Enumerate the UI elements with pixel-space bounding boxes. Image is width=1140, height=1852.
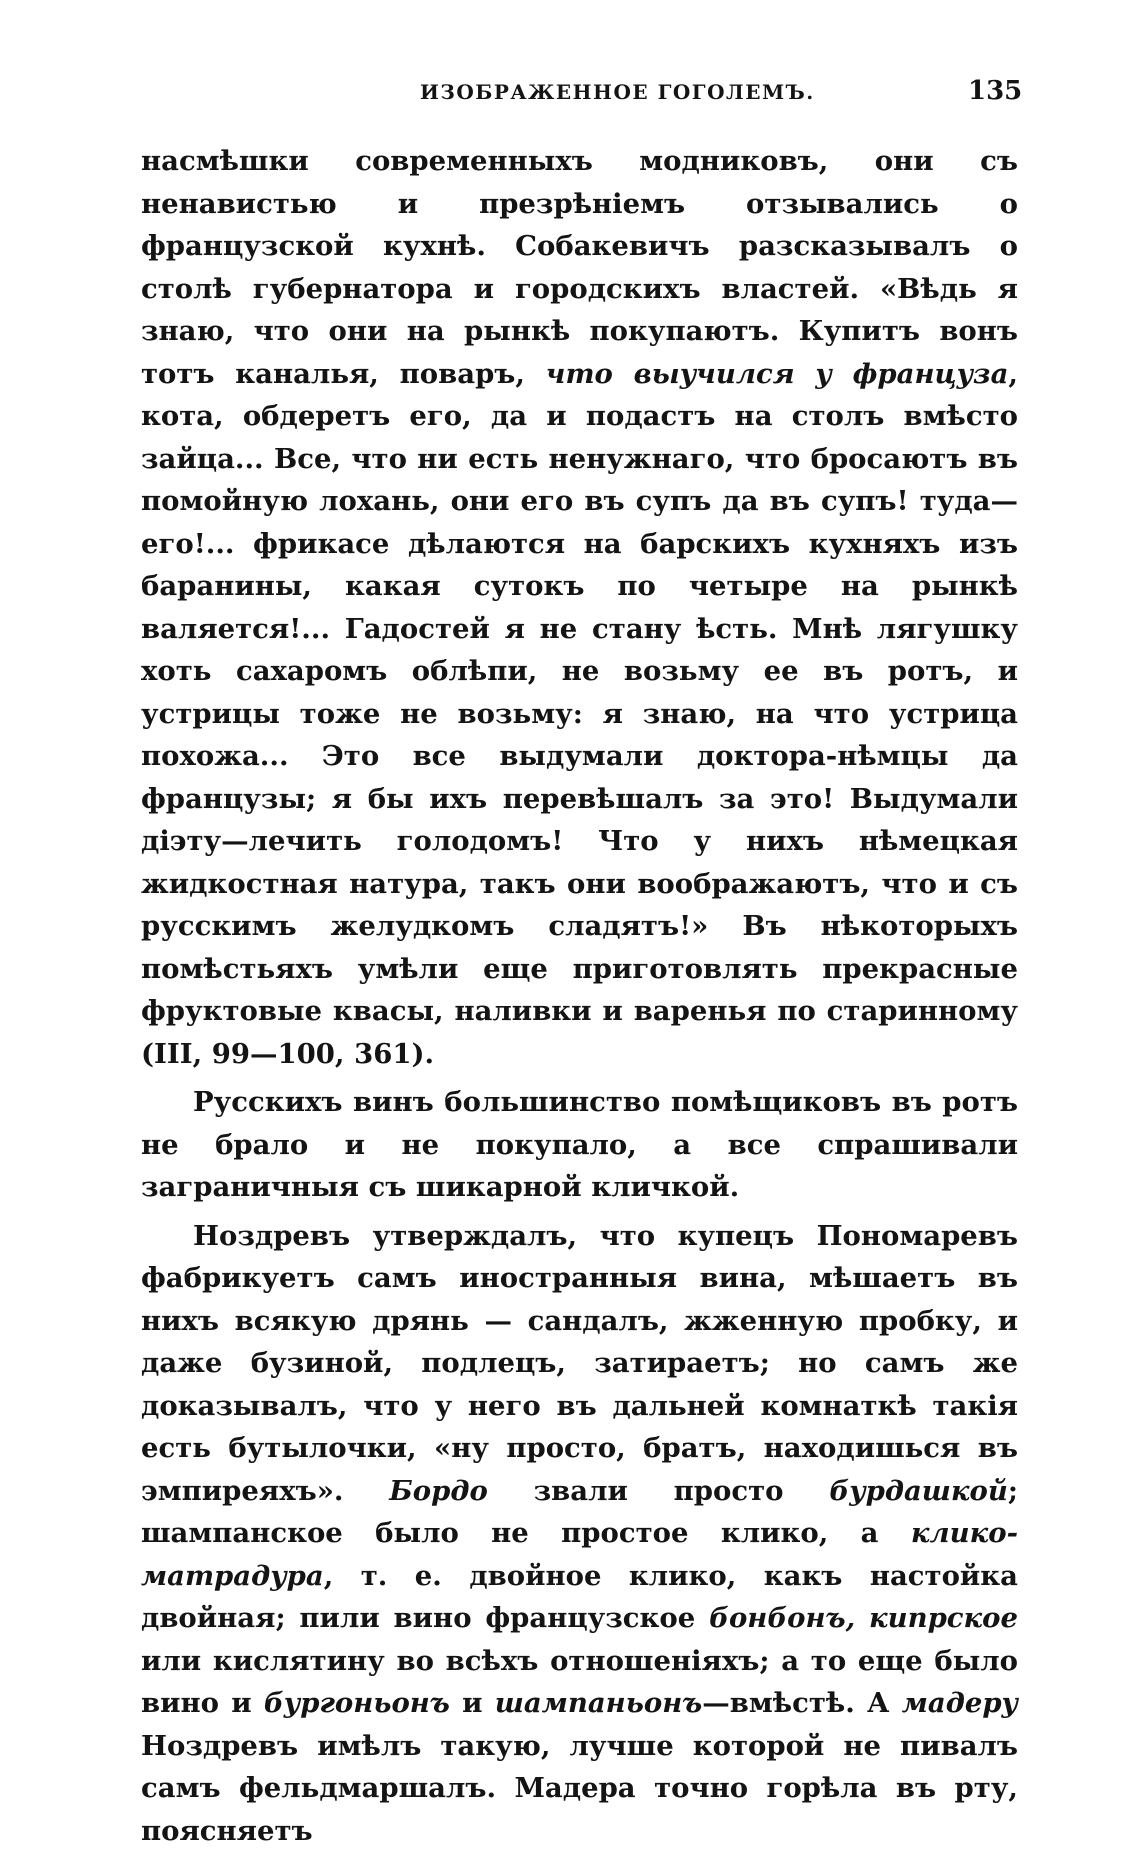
italic-phrase: шампаньонъ [495, 1687, 702, 1719]
running-title: ИЗОБРАЖЕННОЕ ГОГОЛЕМЪ. [420, 80, 815, 104]
italic-phrase: мадеру [902, 1687, 1018, 1719]
text-run: Ноздревъ имѣлъ такую, лучше которой не пивалъ самъ фельдмаршалъ. Мадера точно горѣла въ рту, поясняетъ [141, 1730, 1018, 1847]
text-run: , т. е. двойное клико, какъ настойка двойная; пили вино французское [141, 1560, 1018, 1635]
paragraph-1 [141, 140, 1018, 1075]
italic-phrase: бургоньонъ [264, 1687, 450, 1719]
text-run: Русскихъ винъ большинство помѣщиковъ въ ротъ не брало и не покупало, а все спрашивали заграничныя съ шикарной кличкой. [141, 1086, 1018, 1203]
italic-phrase: Бордо [389, 1475, 488, 1507]
paragraph-2 [141, 1081, 1018, 1209]
italic-phrase: бонбонъ, кипрское [709, 1602, 1018, 1634]
italic-phrase: что выучился у француза [546, 358, 1009, 390]
italic-phrase: бурдашкой [829, 1475, 1008, 1507]
text-run: или кислятину во всѣхъ отношеніяхъ; а то еще было вино и [141, 1645, 1018, 1720]
text-run: звали просто [488, 1475, 830, 1507]
paragraph-3 [141, 1215, 1018, 1852]
page-number: 135 [968, 76, 1022, 106]
text-run: —вмѣстѣ. А [702, 1687, 901, 1719]
text-run: , кота, обдеретъ его, да и подастъ на столъ вмѣсто зайца... Все, что ни есть ненужнаго, что бросаютъ въ помойную лохань, они его въ супъ да въ супъ! туда—его!... фрикасе дѣлаются на барскихъ кухняхъ изъ баранины, какая сутокъ по четыре на рынкѣ валяется!... Гадостей я не стану ѣсть. Мнѣ лягушку хоть сахаромъ облѣпи, не возьму ее въ ротъ, и устрицы тоже не возьму: я знаю, на что устрица похожа... Это все выдумали доктора-нѣмцы да французы; я бы ихъ перевѣшалъ за это! Выдумали діэту—лечить голодомъ! Что у нихъ нѣмецкая жидкостная натура, такъ они воображаютъ, что и съ русскимъ желудкомъ сладятъ!» Въ нѣкоторыхъ помѣстьяхъ умѣли еще приготовлять прекрасные фруктовые квасы, наливки и варенья по старинному (III, 99—100, 361). [141, 358, 1018, 1070]
text-run: насмѣшки современныхъ модниковъ, они съ ненавистью и презрѣніемъ отзывались о французской кухнѣ. Собакевичъ разсказывалъ о столѣ губернатора и городскихъ властей. «Вѣдь я знаю, что они на рынкѣ покупаютъ. Купитъ вонъ тотъ каналья, поваръ, [141, 145, 1018, 390]
text-run: Ноздревъ утверждалъ, что купецъ Пономаревъ фабрикуетъ самъ иностранныя вина, мѣшаетъ въ нихъ всякую дрянь — сандалъ, жженную пробку, и даже бузиной, подлецъ, затираетъ; но самъ же доказывалъ, что у него въ дальней комнаткѣ такія есть бутылочки, «ну просто, братъ, находишься въ эмпиреяхъ». [141, 1220, 1018, 1507]
text-run: ; шампанское было не простое клико, а [141, 1475, 1018, 1550]
italic-phrase: клико-матрадура [141, 1517, 1018, 1592]
text-run: и [450, 1687, 495, 1719]
body-text [141, 140, 1018, 1852]
